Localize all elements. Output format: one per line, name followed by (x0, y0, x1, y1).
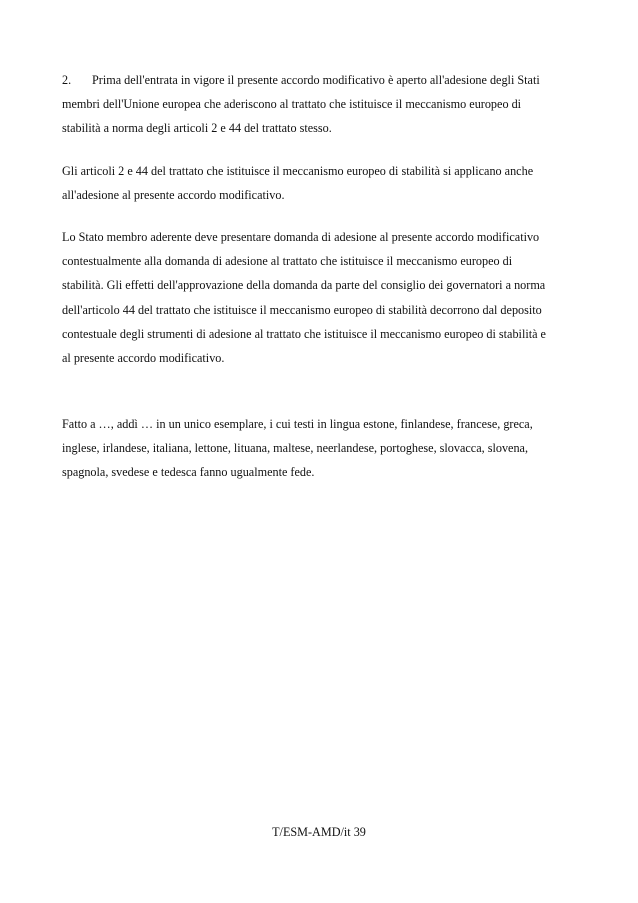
paragraph-line: Lo Stato membro aderente deve presentare domanda di adesione al presente accordo modificativo (62, 229, 540, 244)
paragraph-line: membri dell'Unione europea che aderiscono al trattato che istituisce il meccanismo europeo di (62, 97, 522, 112)
page-footer: T/ESM-AMD/it 39 (272, 825, 366, 839)
paragraph-line: Gli articoli 2 e 44 del trattato che istituisce il meccanismo europeo di stabilità si applicano anche (62, 163, 534, 178)
paragraph-number: 2. (62, 73, 72, 87)
paragraph-done-at (62, 412, 582, 485)
paragraph-acceding-state (62, 225, 582, 370)
paragraph-line: contestualmente alla domanda di adesione al trattato che istituisce il meccanismo europeo di (62, 254, 513, 269)
paragraph-line: al presente accordo modificativo. (62, 350, 225, 365)
document-body (62, 68, 582, 485)
paragraph-line: stabilità. Gli effetti dell'approvazione della domanda da parte del consiglio dei governatori a norma (62, 278, 546, 293)
paragraph-line: dell'articolo 44 del trattato che istituisce il meccanismo europeo di stabilità decorrono dal deposito (62, 302, 542, 317)
paragraph-line: contestuale degli strumenti di adesione al trattato che istituisce il meccanismo europeo di stabilità e (62, 326, 546, 341)
paragraph-articles-apply (62, 159, 582, 207)
paragraph-accession (62, 68, 582, 141)
paragraph-line: Fatto a …, addì … in un unico esemplare, i cui testi in lingua estone, finlandese, francese, greca, (62, 417, 533, 432)
paragraph-line-text: Prima dell'entrata in vigore il presente accordo modificativo è aperto all'adesione degli Stati (92, 73, 540, 87)
paragraph-line: all'adesione al presente accordo modificativo. (62, 187, 285, 202)
paragraph-line: stabilità a norma degli articoli 2 e 44 del trattato stesso. (62, 121, 332, 136)
paragraph-line: spagnola, svedese e tedesca fanno ugualmente fede. (62, 465, 315, 480)
paragraph-line (62, 68, 582, 92)
paragraph-line: inglese, irlandese, italiana, lettone, lituana, maltese, neerlandese, portoghese, slovacca, slovena, (62, 441, 528, 456)
